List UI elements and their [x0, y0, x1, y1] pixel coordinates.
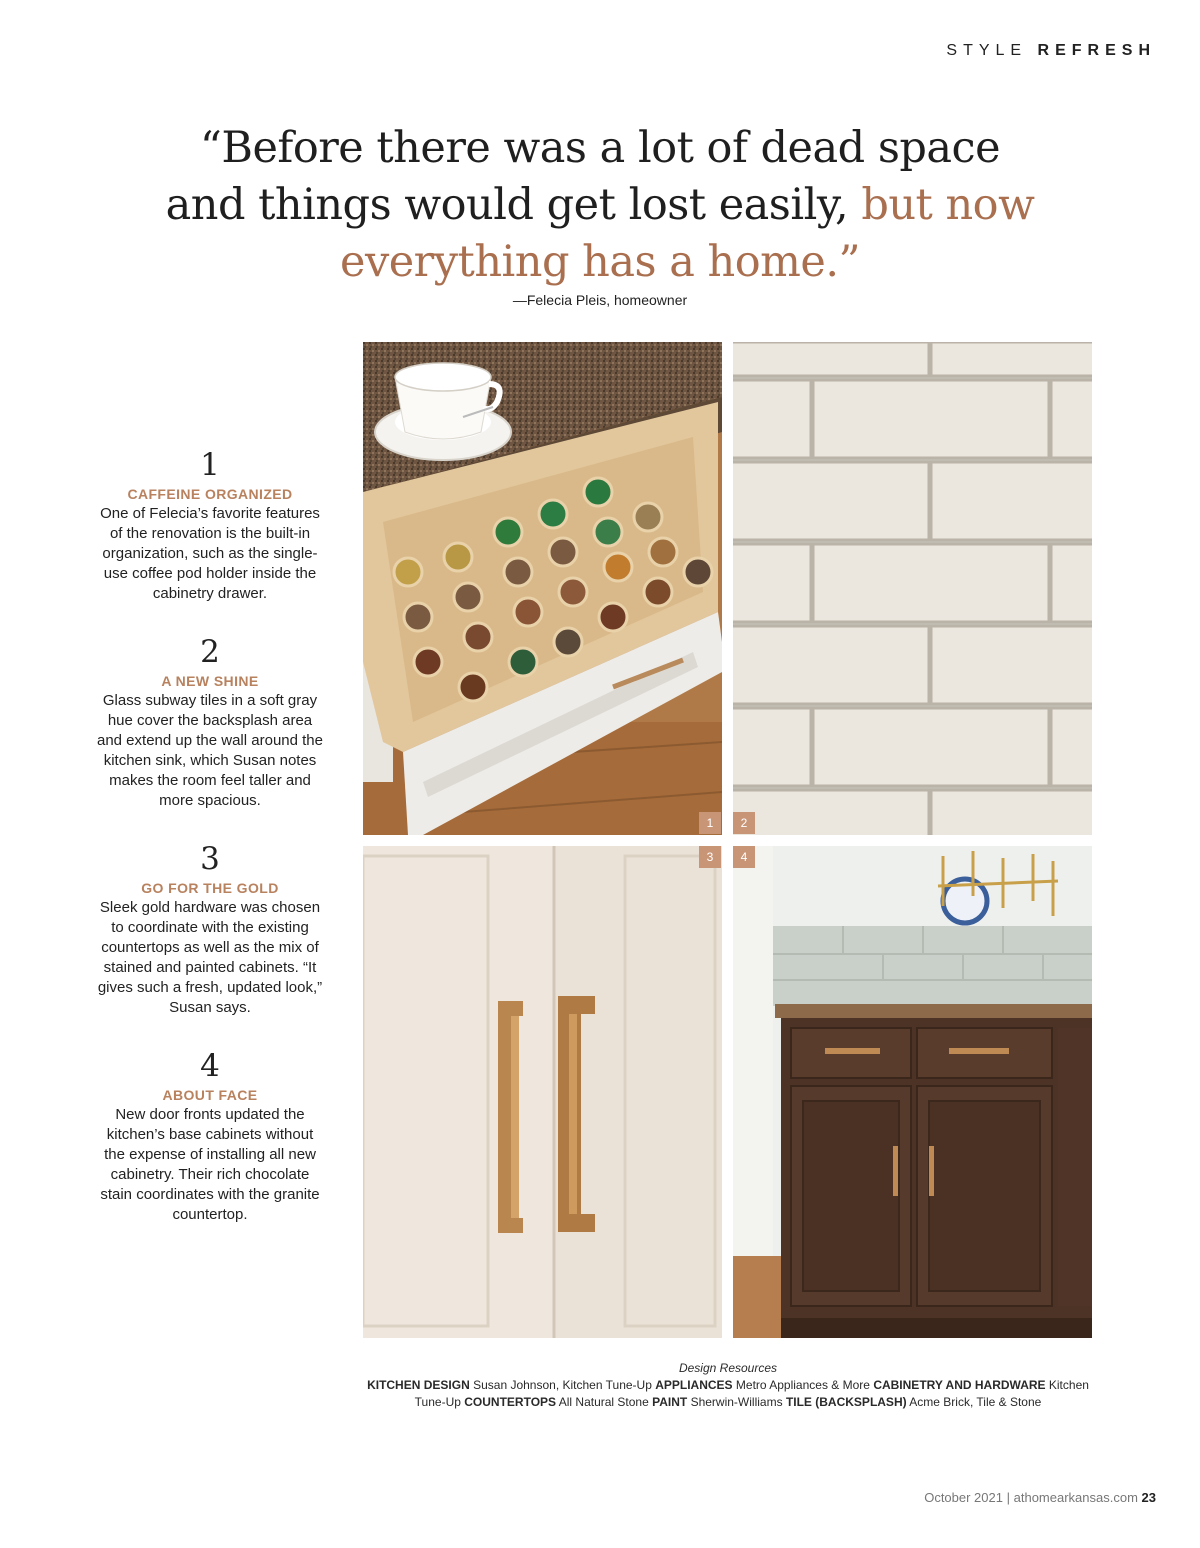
section-label-bold: REFRESH	[1037, 42, 1156, 59]
feature-number: 4	[200, 1048, 220, 1084]
feature-body: One of Felecia’s favorite features of the renovation is the built-in organization, such as the single-use coffee pod holder inside the cabinetry drawer.	[100, 505, 320, 602]
feature-item	[96, 448, 324, 604]
section-label: STYLE	[946, 42, 1028, 59]
photo-badge: 2	[733, 812, 755, 834]
photo-badge: 3	[699, 846, 721, 868]
resource-label: TILE (BACKSPLASH)	[785, 1395, 907, 1409]
resource-value: Susan Johnson, Kitchen Tune-Up	[473, 1378, 652, 1392]
feature-body: New door fronts updated the kitchen’s base cabinets without the expense of installing all new cabinetry. Their rich chocolate stain coordinates with the granite countertop.	[100, 1106, 320, 1223]
feature-body: Sleek gold hardware was chosen to coordinate with the existing countertops as well as the mix of stained and painted cabinets. “It gives such a fresh, updated look,” Susan says.	[97, 899, 323, 1016]
pull-quote-accent-text: but now everything has a home.”	[340, 180, 1035, 287]
pull-quote-text: “Before there was a lot of dead space and things would get lost easily,	[165, 123, 1001, 230]
feature-number: 1	[200, 447, 220, 483]
page-footer	[924, 1490, 1156, 1505]
section-header	[946, 42, 1156, 60]
photo-badge: 1	[699, 812, 721, 834]
resource-value: All Natural Stone	[558, 1395, 649, 1409]
feature-number: 3	[200, 841, 220, 877]
design-resources	[363, 1360, 1093, 1411]
feature-title: A NEW SHINE	[161, 673, 259, 689]
feature-body: Glass subway tiles in a soft gray hue cover the backsplash area and extend up the wall around the kitchen sink, which Susan notes makes the room feel taller and more spacious.	[96, 692, 323, 809]
photo-badge: 4	[733, 846, 755, 868]
feature-title: CAFFEINE ORGANIZED	[127, 486, 293, 502]
pull-quote	[160, 120, 1040, 291]
resource-value: Metro Appliances & More	[735, 1378, 870, 1392]
resource-label: COUNTERTOPS	[464, 1395, 557, 1409]
feature-title: ABOUT FACE	[162, 1087, 258, 1103]
feature-title: GO FOR THE GOLD	[141, 880, 279, 896]
resource-value: Kitchen Tune-Up	[414, 1378, 1089, 1409]
resource-value: Sherwin-Williams	[690, 1395, 783, 1409]
dark-cabinet-photo	[733, 846, 1092, 1338]
quote-attribution: —Felecia Pleis, homeowner	[512, 292, 688, 308]
footer-separator: |	[1006, 1490, 1010, 1505]
feature-item	[96, 842, 324, 1018]
resource-label: APPLIANCES	[655, 1378, 733, 1392]
resources-heading: Design Resources	[678, 1361, 778, 1375]
gold-hardware-photo	[363, 846, 722, 1338]
coffee-pod-drawer-photo	[363, 342, 722, 835]
issue-date: October 2021	[924, 1490, 1003, 1505]
subway-tile-photo	[733, 342, 1092, 835]
resource-label: CABINETRY AND HARDWARE	[873, 1378, 1046, 1392]
resource-label: KITCHEN DESIGN	[367, 1378, 470, 1392]
resource-value: Acme Brick, Tile & Stone	[909, 1395, 1042, 1409]
feature-number: 2	[200, 634, 220, 670]
feature-item	[96, 635, 324, 811]
page-number: 23	[1141, 1490, 1156, 1505]
feature-item	[96, 1049, 324, 1225]
resources-list	[363, 1377, 1093, 1411]
resource-label: PAINT	[652, 1395, 688, 1409]
site-url: athomearkansas.com	[1013, 1490, 1138, 1505]
